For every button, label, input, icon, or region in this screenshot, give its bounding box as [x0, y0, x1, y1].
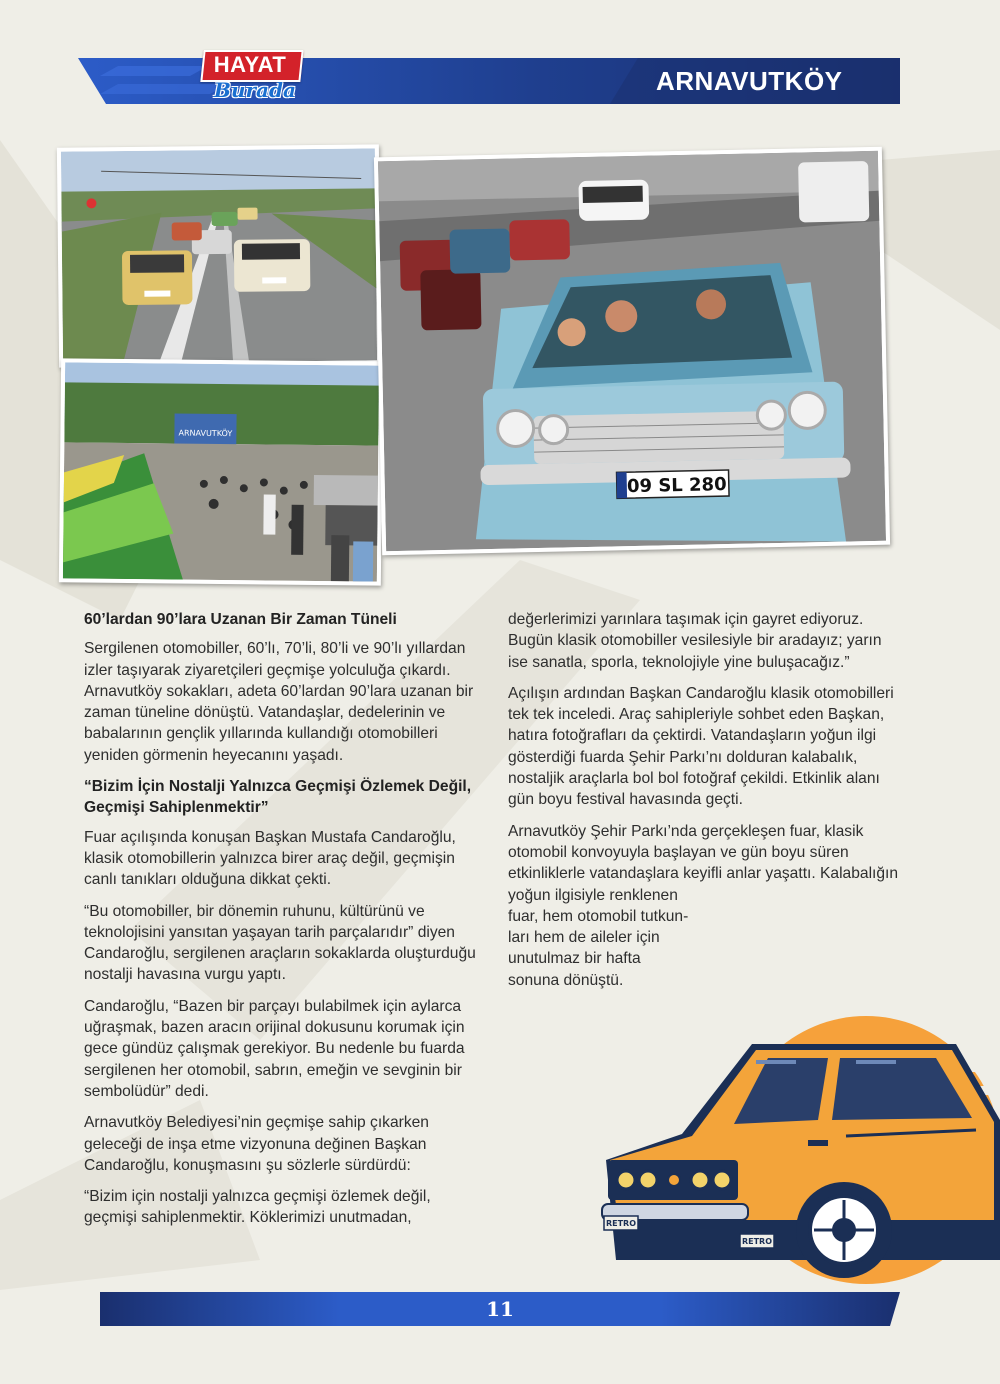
article-column-right [508, 609, 900, 991]
brand-logo [196, 48, 308, 106]
paragraph: Açılışın ardından Başkan Candaroğlu klasik otomobilleri tek tek inceledi. Araç sahipleriyle sohbet eden Başkan, hatıra fotoğrafları da çektirdi. Vatandaşların yoğun ilgi gösterdiği fuarda Şehir Parkı’nı dolduran kalabalık, nostaljik araçlarla bol bol fotoğraf çekildi. Etkinlik alanı gün boyu festival havasında geçti. [508, 684, 894, 809]
photo-highway-convoy [57, 144, 381, 367]
photo-park-image [63, 362, 379, 581]
page-number: 11 [486, 1297, 514, 1321]
paragraph-line: ları hem de aileler için [508, 929, 660, 947]
paragraph: “Bu otomobiller, bir dönemin ruhunu, kültürünü ve teknolojisini yansıtan yaşayan tarih parçalarıdır” diyen Candaroğlu, sergilenen araçların sokaklarda oluşturduğu nostalji havasına vurgu yaptı. [84, 902, 476, 984]
photo-classic-impala [374, 147, 890, 556]
article-column-left [84, 609, 484, 1239]
brand-top-text: HAYAT [213, 52, 287, 77]
retro-badge-text: RETRO [605, 1219, 637, 1228]
retro-car-illustration [596, 1010, 1000, 1292]
paragraph: Arnavutköy Belediyesi’nin geçmişe sahip çıkarken geleceği de inşa etme vizyonuna değinen Başkan Candaroğlu, konuşmasını şu sözlerle sürdürdü: [84, 1114, 429, 1174]
brand-bottom-text: Burada [214, 78, 296, 102]
paragraph-text: Arnavutköy Şehir Parkı’nda gerçekleşen fuar, klasik otomobil konvoyuyla başlayan ve gün boyu süren etkinliklerle vatandaşlara keyifli anlar yaşattı. Kalabalığın yoğun ilgisiyle renklenen [508, 822, 899, 904]
photo-highway-image [61, 148, 377, 363]
paragraph: Sergilenen otomobiller, 60’lı, 70’li, 80’li ve 90’lı yıllardan izler taşıyarak ziyaretçileri geçmişe yolculuğa çıkardı. Arnavutköy sokakları, adeta 60’lardan 90’lara uzanan bir zaman tüneline dönüştü. Vatandaşlar, dedelerinin ve babalarının gençlik yıllarında kullandığı otomobilleri yeniden görmenin heyecanını yaşadı. [84, 640, 474, 764]
license-plate-text: 09 SL 280 [626, 474, 727, 498]
retro-badge-text-2: RETRO [741, 1237, 773, 1246]
photo-park-crowd [59, 358, 383, 585]
photo-impala-image [378, 151, 886, 551]
paragraph-line: fuar, hem otomobil tutkun- [508, 907, 689, 925]
district-title: ARNAVUTKÖY [656, 66, 843, 96]
paragraph: “Bizim için nostalji yalnızca geçmişi özlemek değil, geçmişi sahiplenmektir. Köklerimizi unutmadan, [84, 1188, 431, 1227]
section-heading-quote: “Bizim İçin Nostalji Yalnızca Geçmişi Özlemek Değil, Geçmişi Sahiplenmektir” [84, 778, 472, 817]
paragraph: Fuar açılışında konuşan Başkan Mustafa Candaroğlu, klasik otomobillerin yalnızca birer araç değil, geçmişin canlı tanıkları olduğuna dikkat çekti. [84, 828, 456, 889]
stage-banner-text: ARNAVUTKÖY [178, 428, 233, 439]
paragraph: değerlerimizi yarınlara taşımak için gayret ediyoruz. Bugün klasik otomobiller vesilesiyle bir aradayız; yarın ise sanatla, sporla, teknolojiyle yine buluşacağız.” [508, 611, 882, 671]
section-heading-time-tunnel: 60’lardan 90’lara Uzanan Bir Zaman Tüneli [84, 611, 397, 628]
paragraph: Candaroğlu, “Bazen bir parçayı bulabilmek için aylarca uğraşmak, bazen aracın orijinal dokusunu korumak için gece gündüz çalışmak gerekiyor. Bu nedenle bu fuarda sergilenen her otomobil, sabrın, emeğin ve sevginin bir sembolüdür” dedi. [84, 997, 465, 1100]
paragraph-line: unutulmaz bir hafta [508, 950, 641, 968]
paragraph-line: sonuna dönüştü. [508, 971, 624, 989]
paragraph [508, 821, 900, 906]
